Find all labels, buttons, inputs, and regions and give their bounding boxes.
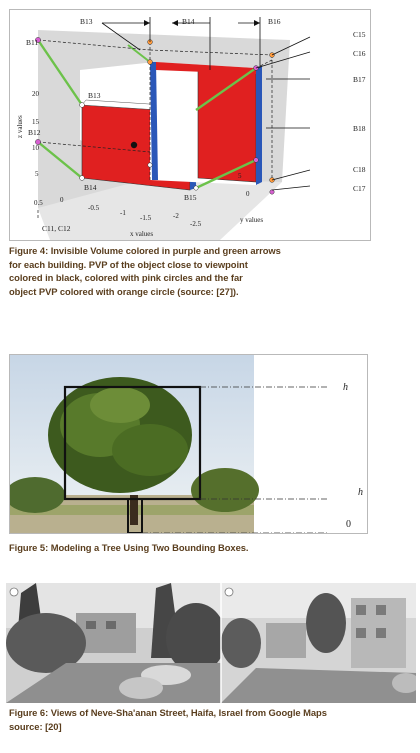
z-tick-5: 5 — [35, 170, 39, 178]
label-c17: C17 — [353, 184, 366, 193]
label-c16: C16 — [353, 49, 366, 58]
label-zero: 0 — [346, 519, 351, 530]
figure-4-diagram — [10, 10, 370, 240]
label-c15: C15 — [353, 30, 366, 39]
figure-5-panel — [9, 354, 368, 534]
label-b13-top: B13 — [80, 17, 93, 26]
z-tick-15: 15 — [32, 118, 39, 126]
label-b14: B14 — [84, 183, 97, 192]
x-tick-minus-2: -2 — [173, 212, 179, 220]
label-b12: B12 — [28, 128, 41, 137]
label-b18: B18 — [353, 124, 366, 133]
label-b15: B15 — [184, 193, 197, 202]
figure-4-caption: Figure 4: Invisible Volume colored in purple and green arrows for each building. PVP of the object close to viewpoint colored in black, colored with pink circles and the far object PVP colored with orange circle (source: [27]). — [9, 245, 281, 297]
label-c11-c12: C11, C12 — [42, 224, 71, 233]
x-tick-minus-0.5: -0.5 — [88, 204, 100, 212]
label-b11: B11 — [26, 38, 39, 47]
figure-6-panel — [6, 583, 416, 703]
label-b14-top: B14 — [182, 17, 195, 26]
figure-4-panel — [9, 9, 371, 241]
z-tick-20: 20 — [32, 90, 39, 98]
x-tick-minus-1.5: -1.5 — [140, 214, 152, 222]
label-h-top: h — [343, 382, 348, 393]
figure-6-street-views — [6, 583, 416, 703]
label-h-middle: h — [358, 487, 363, 498]
label-c18: C18 — [353, 165, 366, 174]
x-tick-minus-2.5: -2.5 — [190, 220, 202, 228]
x-tick-0.5: 0.5 — [34, 199, 43, 207]
street-view-left — [6, 583, 226, 703]
x-tick-minus-1: -1 — [120, 209, 126, 217]
figure-5-caption: Figure 5: Modeling a Tree Using Two Bounding Boxes. — [9, 542, 249, 553]
label-b13: B13 — [88, 91, 101, 100]
x-axis-label: x values — [130, 230, 154, 238]
y-tick-5: 5 — [238, 172, 242, 180]
figure-6-caption: Figure 6: Views of Neve-Sha'anan Street, Haifa, Israel from Google Maps source: [20] — [9, 707, 327, 732]
z-tick-10: 10 — [32, 144, 39, 152]
label-b16: B16 — [268, 17, 281, 26]
street-view-right — [221, 583, 416, 703]
figure-5-diagram — [10, 355, 367, 533]
y-tick-0: 0 — [246, 190, 250, 198]
y-axis-label: y values — [240, 216, 264, 224]
x-tick-0: 0 — [60, 196, 64, 204]
z-axis-label: z values — [16, 115, 24, 138]
label-b17: B17 — [353, 75, 366, 84]
